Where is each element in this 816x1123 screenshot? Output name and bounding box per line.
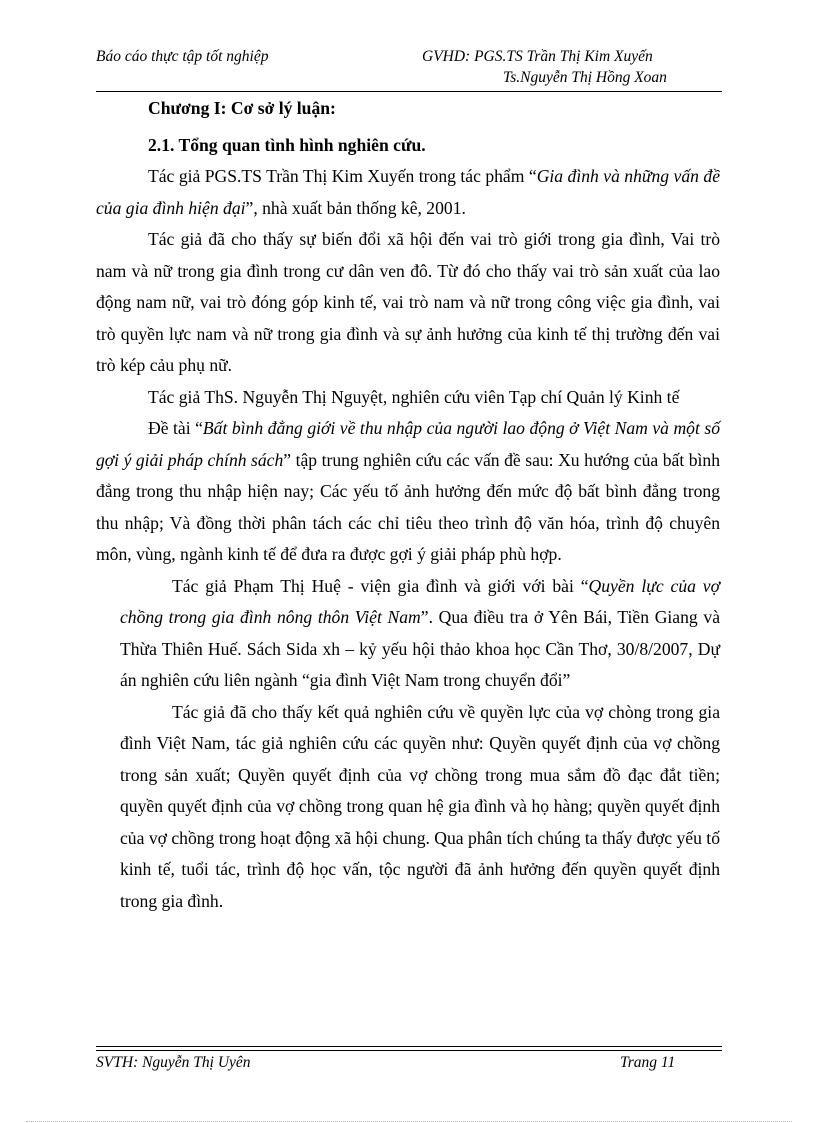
paragraph-1: Tác giả PGS.TS Trần Thị Kim Xuyến trong tác phẩm “Gia đình và những vấn đề của gia đình hiện đại”, nhà xuất bản thống kê, 2001. <box>96 166 721 218</box>
paragraph-5: Tác giả Phạm Thị Huệ - viện gia đình và giới với bài “Quyền lực của vợ chồng trong gia đình nông thôn Việt Nam”. Qua điều tra ở Yên Bái, Tiền Giang và Thừa Thiên Huế. Sách Sida xh – kỷ yếu hội thảo khoa học Cần Thơ, 30/8/2007, Dự án nghiên cứu liên ngành “gia đình Việt Nam trong chuyển đổi” <box>120 575 720 690</box>
paragraph-4: Đề tài “Bất bình đẳng giới về thu nhập của người lao động ở Việt Nam và một số gợi ý giải pháp chính sách” tập trung nghiên cứu các vấn đề sau: Xu hướng của bất bình đẳng trong thu nhập hiện nay; Các yếu tố ảnh hưởng đến mức độ bất bình đẳng trong thu nhập; Và đồng thời phân tách các chỉ tiêu theo trình độ văn hóa, trình độ chuyên môn, vùng, ngành kinh tế để đưa ra được gợi ý giải pháp phù hợp. <box>96 418 720 564</box>
page-header <box>96 46 722 94</box>
header-report-title: Báo cáo thực tập tốt nghiệp <box>96 48 269 65</box>
header-supervisor-2: Ts.Nguyễn Thị Hồng Xoan <box>503 69 667 86</box>
paragraph-2: Tác giả đã cho thấy sự biến đổi xã hội đến vai trò giới trong gia đình, Vai trò nam và nữ trong gia đình trong cư dân ven đô. Từ đó cho thấy vai trò sản xuất của lao động nam nữ, vai trò đóng góp kinh tế, vai trò nam và nữ trong công việc gia đình, vai trò quyền lực nam và nữ trong gia đình và sự ảnh hưởng của kinh tế thị trường đến vai trò kép cảu phụ nữ. <box>96 229 720 375</box>
header-supervisor-1: GVHD: PGS.TS Trần Thị Kim Xuyến <box>422 48 653 65</box>
footer-divider-bottom <box>96 1050 722 1051</box>
footer-page-number: Trang 11 <box>620 1054 676 1071</box>
paragraph-6: Tác giả đã cho thấy kết quả nghiên cứu về quyền lực của vợ chòng trong gia đình Việt Nam, tác giả nghiên cứu các quyền như: Quyền quyết định của vợ chồng trong sản xuất; Quyền quyết định của vợ chồng trong mua sắm đồ đạc đắt tiền; quyền quyết định của vợ chồng trong quan hệ gia đình và họ hàng; quyền quyết định của vợ chồng trong hoạt động xã hội chung. Qua phân tích chúng ta thấy được yếu tố kinh tế, tuổi tác, trình độ học vấn, tộc người đã ảnh hưởng đến quyền quyết định trong gia đình. <box>120 701 720 911</box>
paragraph-3: Tác giả ThS. Nguyễn Thị Nguyệt, nghiên cứu viên Tạp chí Quản lý Kinh tế <box>148 386 680 407</box>
header-divider <box>96 91 722 92</box>
footer-student: SVTH: Nguyễn Thị Uyên <box>96 1054 251 1071</box>
chapter-title: Chương I: Cơ sở lý luận: <box>148 98 336 118</box>
page-bottom-border <box>26 1121 792 1122</box>
footer-divider-top <box>96 1046 722 1047</box>
section-title: 2.1. Tổng quan tình hình nghiên cứu. <box>148 134 426 155</box>
page-body <box>96 93 720 917</box>
